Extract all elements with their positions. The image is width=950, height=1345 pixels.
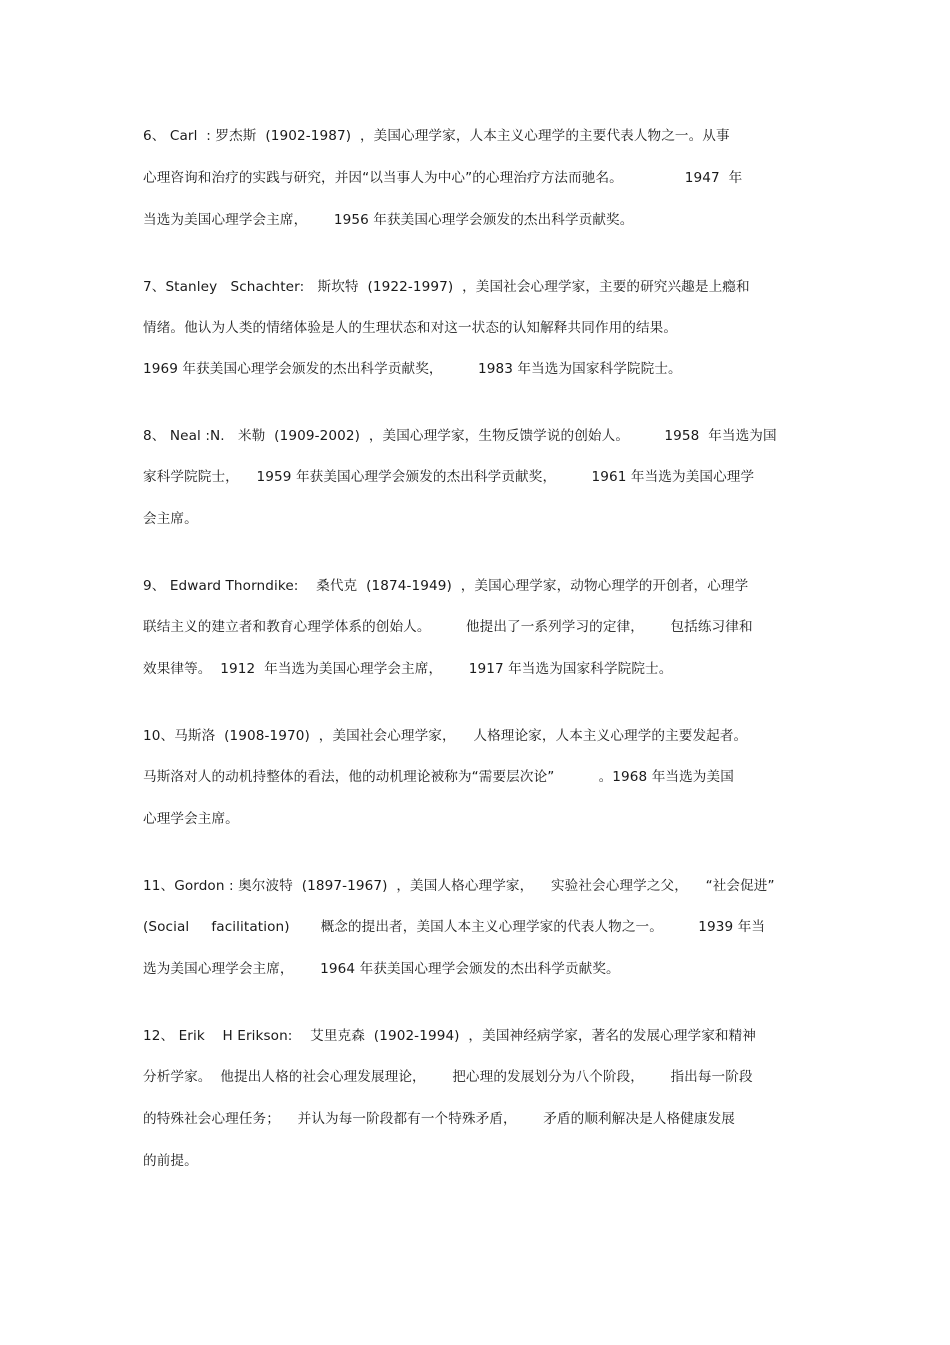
entry-11-line-2: (Social facilitation) 概念的提出者，美国人本主义心理学家的代表人物之一。 1939 年当 (143, 919, 766, 935)
entry-9-line-1: 9、 Edward Thorndike: 桑代克 (1874-1949) ，美国心理学家，动物心理学的开创者，心理学 (143, 578, 749, 594)
entry-12-line-2: 分析学家。 他提出人格的社会心理发展理论， 把心理的发展划分为八个阶段， 指出每一阶段 (143, 1069, 753, 1085)
entry-9-line-3: 效果律等。 1912 年当选为美国心理学会主席， 1917 年当选为国家科学院院士。 (143, 661, 673, 677)
entry-12-line-1: 12、 Erik H Erikson: 艾里克森 (1902-1994) ，美国神经病学家，著名的发展心理学家和精神 (143, 1028, 756, 1044)
entry-8-line-3: 会主席。 (143, 511, 198, 527)
entry-12-line-3: 的特殊社会心理任务； 并认为每一阶段都有一个特殊矛盾， 矛盾的顺利解决是人格健康发展 (143, 1111, 735, 1127)
entry-6-line-1: 6、 Carl : 罗杰斯 (1902-1987) ，美国心理学家，人本主义心理学的主要代表人物之一。从事 (143, 128, 730, 144)
entry-11-line-1: 11、Gordon : 奥尔波特 (1897-1967) ，美国人格心理学家， 实验社会心理学之父， “社会促进” (143, 878, 775, 894)
entry-7-line-3: 1969 年获美国心理学会颁发的杰出科学贡献奖， 1983 年当选为国家科学院院士。 (143, 361, 682, 377)
entry-8-line-1: 8、 Neal :N. 米勒 (1909-2002) ，美国心理学家，生物反馈学说的创始人。 1958 年当选为国 (143, 428, 777, 444)
entry-6-line-2: 心理咨询和治疗的实践与研究，并因“以当事人为中心”的心理治疗方法而驰名。 1947 年 (143, 170, 743, 186)
entry-12-line-4: 的前提。 (143, 1153, 198, 1169)
entry-10-line-1: 10、马斯洛 (1908-1970) ，美国社会心理学家， 人格理论家，人本主义心理学的主要发起者。 (143, 728, 748, 744)
entry-6-line-3: 当选为美国心理学会主席， 1956 年获美国心理学会颁发的杰出科学贡献奖。 (143, 212, 634, 228)
entry-7-line-2: 情绪。他认为人类的情绪体验是人的生理状态和对这一状态的认知解释共同作用的结果。 (143, 320, 678, 336)
entry-8-line-2: 家科学院院士， 1959 年获美国心理学会颁发的杰出科学贡献奖， 1961 年当选为美国心理学 (143, 469, 755, 485)
entry-7-line-1: 7、Stanley Schachter: 斯坎特 (1922-1997) ，美国社会心理学家，主要的研究兴趣是上瘾和 (143, 279, 750, 295)
entry-10-line-3: 心理学会主席。 (143, 811, 239, 827)
entry-10-line-2: 马斯洛对人的动机持整体的看法，他的动机理论被称为“需要层次论” 。1968 年当选为美国 (143, 769, 734, 785)
entry-9-line-2: 联结主义的建立者和教育心理学体系的创始人。 他提出了一系列学习的定律， 包括练习律和 (143, 619, 753, 635)
entry-11-line-3: 选为美国心理学会主席， 1964 年获美国心理学会颁发的杰出科学贡献奖。 (143, 961, 620, 977)
